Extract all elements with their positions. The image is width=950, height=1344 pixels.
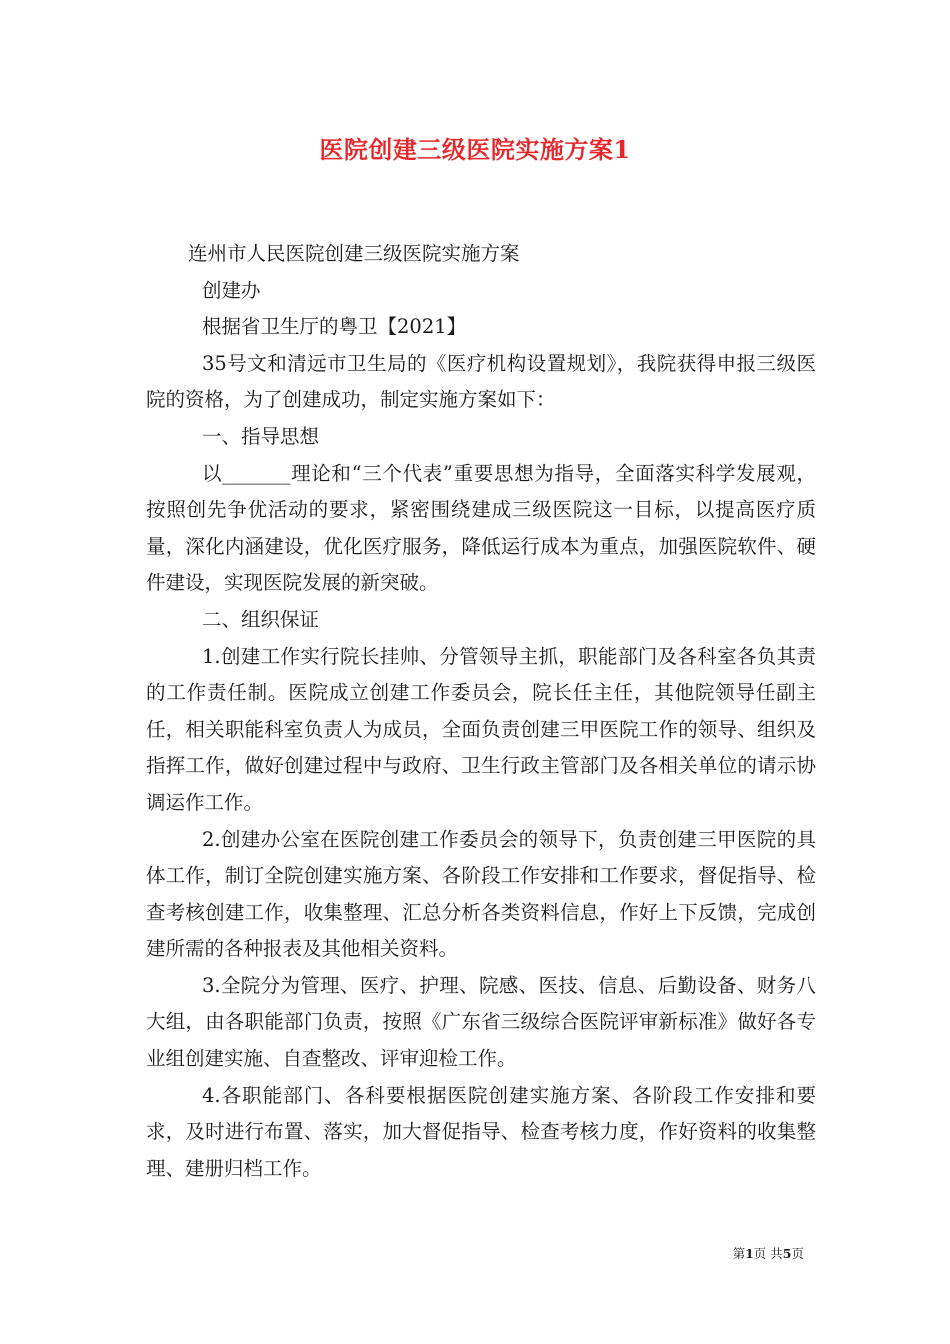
document-body xyxy=(146,236,816,1187)
footer-current-page: 1 xyxy=(745,1246,754,1261)
section-heading-guiding-thought: 一、指导思想 xyxy=(202,424,320,448)
document-title: 医院创建三级医院实施方案1 xyxy=(319,135,631,164)
paragraph-intro: 35号文和清远市卫生局的《医疗机构设置规划》，我院获得申报三级医院的资格，为了创建成功，制定实施方案如下： xyxy=(146,351,816,412)
paragraph-basis: 根据省卫生厅的粤卫【2021】 xyxy=(202,315,467,339)
page-number-footer xyxy=(733,1244,804,1262)
paragraph-subtitle: 连州市人民医院创建三级医院实施方案 xyxy=(188,242,520,265)
footer-suffix: 页 xyxy=(791,1246,804,1261)
paragraph-item-4: 4.各职能部门、各科要根据医院创建实施方案、各阶段工作安排和要求，及时进行布置、落实，加大督促指导、检查考核力度，作好资料的收集整理、建册归档工作。 xyxy=(146,1083,816,1180)
paragraph-guiding-thought: 以_______理论和“三个代表”重要思想为指导，全面落实科学发展观，按照创先争优活动的要求，紧密围绕建成三级医院这一目标，以提高医疗质量，深化内涵建设，优化医疗服务，降低运行成本为重点，加强医院软件、硬件建设，实现医院发展的新突破。 xyxy=(146,461,816,595)
paragraph-item-2: 2.创建办公室在医院创建工作委员会的领导下，负责创建三甲医院的具体工作，制订全院创建实施方案、各阶段工作安排和工作要求，督促指导、检查考核创建工作，收集整理、汇总分析各类资料信息，作好上下反馈，完成创建所需的各种报表及其他相关资料。 xyxy=(146,827,816,961)
paragraph-office: 创建办 xyxy=(202,278,261,302)
section-heading-organization: 二、组织保证 xyxy=(202,607,320,631)
footer-prefix: 第 xyxy=(732,1246,746,1261)
paragraph-item-1: 1.创建工作实行院长挂帅、分管领导主抓，职能部门及各科室各负其责的工作责任制。医院成立创建工作委员会，院长任主任，其他院领导任副主任，相关职能科室负责人为成员，全面负责创建三甲医院工作的领导、组织及指挥工作，做好创建过程中与政府、卫生行政主管部门及各相关单位的请示协调运作工作。 xyxy=(146,644,816,814)
footer-middle: 页 共 xyxy=(753,1246,783,1261)
paragraph-item-3: 3.全院分为管理、医疗、护理、院感、医技、信息、后勤设备、财务八大组，由各职能部门负责，按照《广东省三级综合医院评审新标准》做好各专业组创建实施、自查整改、评审迎检工作。 xyxy=(146,973,816,1071)
footer-total-pages: 5 xyxy=(782,1246,792,1261)
